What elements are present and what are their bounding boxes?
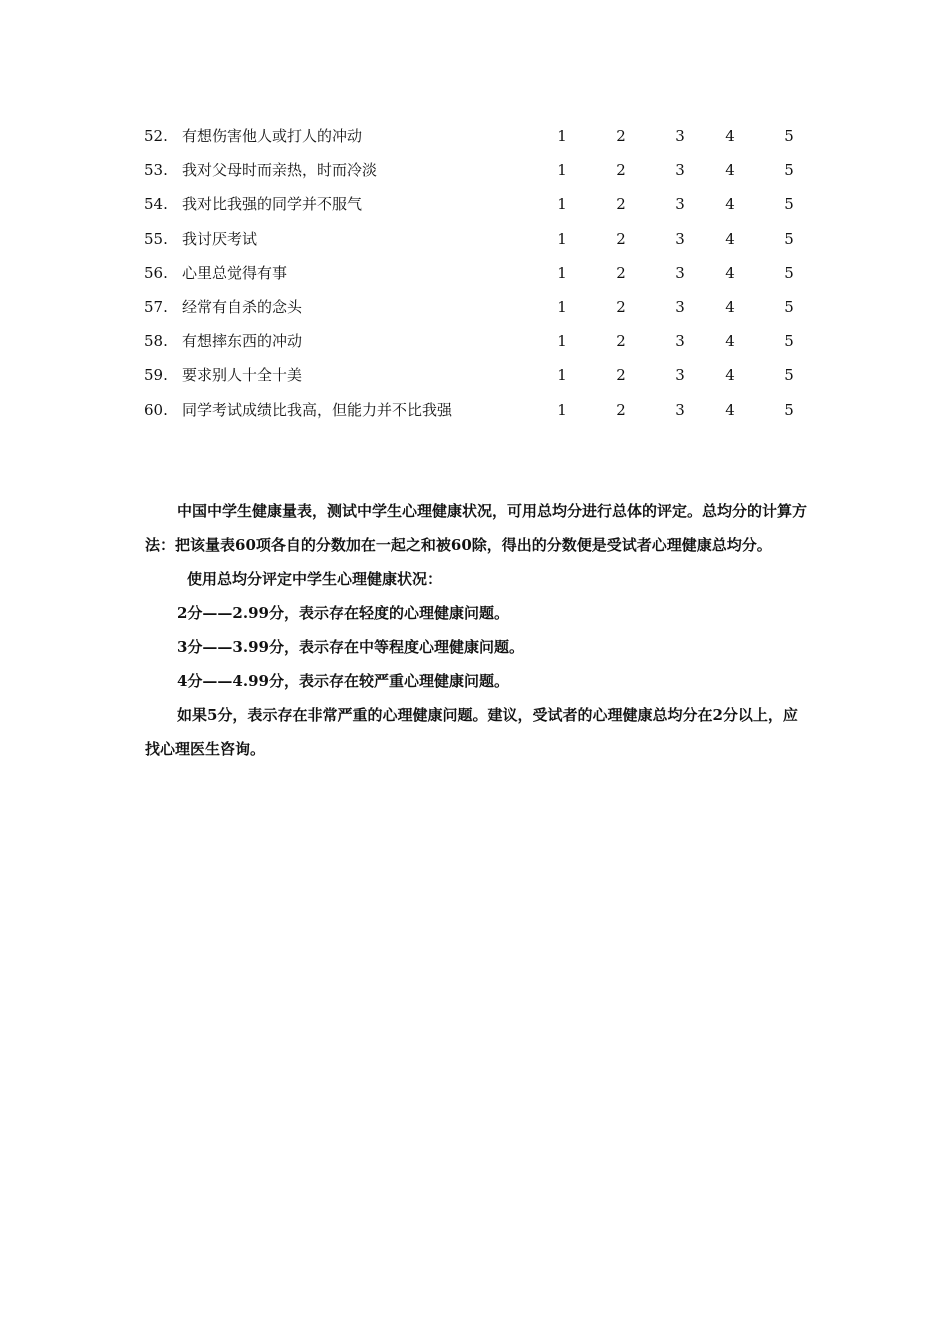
option-2: 2 xyxy=(616,297,626,316)
option-3: 3 xyxy=(675,195,685,214)
option-3: 3 xyxy=(675,229,685,248)
item-text: 我讨厌考试 xyxy=(182,229,258,248)
item-row xyxy=(0,290,950,324)
option-5: 5 xyxy=(784,127,794,145)
option-3: 3 xyxy=(675,161,685,180)
item-row xyxy=(0,119,950,153)
level-4-line: 4分——4.99分，表示存在较严重心理健康问题。 xyxy=(177,672,509,690)
item-text: 有想伤害他人或打人的冲动 xyxy=(182,127,363,145)
item-row xyxy=(0,222,950,256)
option-1: 1 xyxy=(557,332,567,351)
option-3: 3 xyxy=(675,332,685,351)
item-number: 56. xyxy=(144,263,168,282)
item-text: 有想摔东西的冲动 xyxy=(182,332,303,351)
item-number: 54. xyxy=(144,195,168,214)
item-number: 57. xyxy=(144,297,168,316)
level-2-line: 2分——2.99分，表示存在轻度的心理健康问题。 xyxy=(177,604,509,622)
intro-paragraph: 中国中学生健康量表，测试中学生心理健康状况，可用总均分进行总体的评定。总均分的计算方法：把该量表60项各自的分数加在一起之和被60除，得出的分数便是受试者心理健康总均分。 xyxy=(145,502,808,554)
option-5: 5 xyxy=(784,263,794,282)
level-5-paragraph: 如果5分，表示存在非常严重的心理健康问题。建议，受试者的心理健康总均分在2分以上，应找心理医生咨询。 xyxy=(145,706,798,758)
option-4: 4 xyxy=(725,263,735,282)
option-5: 5 xyxy=(784,400,794,419)
option-4: 4 xyxy=(725,229,735,248)
item-text: 要求别人十全十美 xyxy=(182,366,303,385)
option-2: 2 xyxy=(616,366,626,385)
item-text: 同学考试成绩比我高，但能力并不比我强 xyxy=(182,400,453,419)
item-number: 53. xyxy=(144,161,168,180)
option-5: 5 xyxy=(784,229,794,248)
option-2: 2 xyxy=(616,332,626,351)
item-number: 60. xyxy=(144,400,168,419)
item-row xyxy=(0,324,950,358)
option-1: 1 xyxy=(557,161,567,180)
option-3: 3 xyxy=(675,400,685,419)
item-row xyxy=(0,256,950,290)
option-3: 3 xyxy=(675,366,685,385)
option-1: 1 xyxy=(557,195,567,214)
item-text: 经常有自杀的念头 xyxy=(182,297,303,316)
option-1: 1 xyxy=(557,297,567,316)
option-5: 5 xyxy=(784,366,794,385)
option-2: 2 xyxy=(616,263,626,282)
option-2: 2 xyxy=(616,161,626,180)
item-text: 心里总觉得有事 xyxy=(182,263,288,282)
option-4: 4 xyxy=(725,297,735,316)
item-row xyxy=(0,358,950,392)
option-2: 2 xyxy=(616,229,626,248)
item-row xyxy=(0,393,950,427)
option-4: 4 xyxy=(725,366,735,385)
option-1: 1 xyxy=(557,263,567,282)
option-3: 3 xyxy=(675,263,685,282)
option-5: 5 xyxy=(784,332,794,351)
item-row xyxy=(0,153,950,187)
item-row xyxy=(0,187,950,221)
option-4: 4 xyxy=(725,400,735,419)
scoring-notes xyxy=(145,494,809,766)
option-3: 3 xyxy=(675,127,685,145)
option-2: 2 xyxy=(616,400,626,419)
option-4: 4 xyxy=(725,127,735,145)
option-4: 4 xyxy=(725,332,735,351)
option-2: 2 xyxy=(616,195,626,214)
option-3: 3 xyxy=(675,297,685,316)
option-1: 1 xyxy=(557,400,567,419)
option-1: 1 xyxy=(557,366,567,385)
option-1: 1 xyxy=(557,229,567,248)
item-number: 55. xyxy=(144,229,168,248)
item-text: 我对比我强的同学并不服气 xyxy=(182,195,363,214)
option-4: 4 xyxy=(725,195,735,214)
usage-heading: 使用总均分评定中学生心理健康状况： xyxy=(187,570,443,588)
option-5: 5 xyxy=(784,195,794,214)
option-1: 1 xyxy=(557,127,567,145)
option-5: 5 xyxy=(784,297,794,316)
item-number: 58. xyxy=(144,332,168,351)
option-5: 5 xyxy=(784,161,794,180)
option-2: 2 xyxy=(616,127,626,145)
item-text: 我对父母时而亲热，时而冷淡 xyxy=(182,161,378,180)
level-3-line: 3分——3.99分，表示存在中等程度心理健康问题。 xyxy=(177,638,524,656)
item-number: 59. xyxy=(144,366,168,385)
item-number: 52. xyxy=(144,127,168,145)
questionnaire-items xyxy=(0,119,950,427)
option-4: 4 xyxy=(725,161,735,180)
